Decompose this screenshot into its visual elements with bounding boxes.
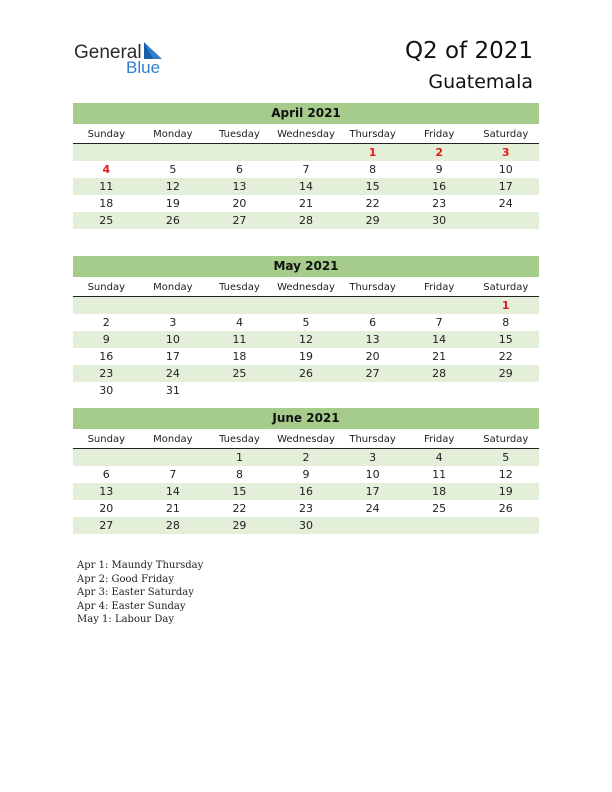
day-cell	[472, 382, 539, 399]
day-cell: 12	[299, 333, 314, 346]
day-cell: 8	[235, 468, 243, 481]
day-cell	[73, 144, 140, 161]
day-cell	[206, 144, 273, 161]
week-row	[73, 314, 539, 331]
day-cell: 30	[432, 214, 447, 227]
day-cell	[140, 144, 207, 161]
weekday-label: Thursday	[349, 434, 396, 445]
day-cell: 7	[302, 163, 310, 176]
day-cell: 12	[165, 180, 180, 193]
day-cell: 4	[435, 451, 443, 464]
day-cell: 9	[102, 333, 110, 346]
weekday-label: Thursday	[349, 129, 396, 140]
week-row	[73, 348, 539, 365]
week-row	[73, 195, 539, 212]
day-cell: 5	[302, 316, 310, 329]
holiday-note: Apr 4: Easter Sunday	[77, 600, 186, 612]
page-title: Q2 of 2021	[404, 38, 533, 64]
day-cell: 8	[502, 316, 510, 329]
day-cell: 13	[232, 180, 247, 193]
weekday-label: Saturday	[483, 282, 529, 293]
day-cell: 9	[435, 163, 443, 176]
day-cell: 25	[232, 367, 247, 380]
day-cell: 22	[365, 197, 380, 210]
day-cell	[472, 212, 539, 229]
day-cell	[140, 449, 207, 466]
day-cell: 23	[299, 502, 314, 515]
day-cell	[206, 382, 273, 399]
holiday-note: Apr 2: Good Friday	[77, 573, 175, 585]
day-cell	[73, 449, 140, 466]
day-cell: 6	[369, 316, 377, 329]
holiday-day-cell: 1	[501, 299, 510, 312]
day-cell: 29	[365, 214, 380, 227]
month-calendar	[73, 103, 539, 229]
day-cell: 13	[365, 333, 380, 346]
day-cell: 18	[99, 197, 114, 210]
holiday-note: Apr 3: Easter Saturday	[77, 587, 194, 599]
day-cell: 3	[369, 451, 377, 464]
day-cell: 14	[432, 333, 447, 346]
day-cell	[406, 297, 473, 314]
week-row	[73, 449, 539, 466]
day-cell: 16	[299, 485, 314, 498]
day-cell: 6	[102, 468, 110, 481]
day-cell: 19	[165, 197, 180, 210]
day-cell: 24	[365, 502, 380, 515]
day-cell	[273, 297, 340, 314]
day-cell	[273, 144, 340, 161]
week-row	[73, 297, 539, 314]
day-cell: 16	[432, 180, 447, 193]
day-cell: 6	[235, 163, 243, 176]
week-row	[73, 144, 539, 161]
day-cell: 15	[232, 485, 247, 498]
weekday-label: Wednesday	[277, 434, 335, 445]
day-cell: 25	[432, 502, 447, 515]
day-cell: 26	[165, 214, 180, 227]
day-cell: 9	[302, 468, 310, 481]
weekday-label: Friday	[424, 129, 455, 140]
holiday-day-cell: 2	[435, 146, 443, 159]
day-cell: 17	[365, 485, 380, 498]
day-cell	[339, 382, 406, 399]
day-cell: 11	[432, 468, 447, 481]
holiday-day-cell: 3	[501, 146, 510, 159]
weekday-label: Thursday	[349, 282, 396, 293]
day-cell	[73, 297, 140, 314]
holiday-note: Apr 1: Maundy Thursday	[77, 560, 204, 571]
day-cell: 7	[435, 316, 443, 329]
weekday-label: Sunday	[87, 434, 125, 445]
week-row	[73, 212, 539, 229]
day-cell: 25	[99, 214, 114, 227]
week-row	[73, 466, 539, 483]
weekday-label: Tuesday	[219, 282, 260, 293]
day-cell: 15	[498, 333, 513, 346]
day-cell: 8	[369, 163, 377, 176]
day-cell: 20	[99, 502, 114, 515]
holiday-notes	[77, 559, 203, 627]
day-cell: 27	[99, 519, 114, 532]
day-cell: 16	[99, 350, 114, 363]
day-cell: 22	[498, 350, 513, 363]
day-cell	[273, 382, 340, 399]
day-cell: 2	[102, 316, 110, 329]
weekday-label: Saturday	[483, 129, 529, 140]
weekday-header-row	[73, 124, 539, 144]
day-cell: 23	[432, 197, 447, 210]
day-cell: 21	[165, 502, 180, 515]
day-cell	[339, 297, 406, 314]
day-cell: 10	[165, 333, 180, 346]
weekday-label: Monday	[153, 282, 193, 293]
week-row	[73, 382, 539, 399]
day-cell: 21	[432, 350, 447, 363]
day-cell: 27	[365, 367, 380, 380]
day-cell: 30	[299, 519, 314, 532]
day-cell: 10	[365, 468, 380, 481]
day-cell: 13	[99, 485, 114, 498]
week-row	[73, 517, 539, 534]
weekday-label: Wednesday	[277, 129, 335, 140]
day-cell	[472, 517, 539, 534]
country-name: Guatemala	[428, 71, 533, 93]
day-cell: 28	[432, 367, 447, 380]
day-cell: 26	[498, 502, 513, 515]
week-row	[73, 178, 539, 195]
day-cell: 17	[498, 180, 513, 193]
day-cell: 5	[502, 451, 510, 464]
day-cell: 17	[165, 350, 180, 363]
day-cell: 28	[165, 519, 180, 532]
day-cell: 22	[232, 502, 247, 515]
month-title: April 2021	[73, 103, 539, 124]
weekday-label: Wednesday	[277, 282, 335, 293]
day-cell: 12	[498, 468, 513, 481]
month-calendar	[73, 256, 539, 399]
day-cell: 11	[99, 180, 114, 193]
day-cell: 5	[169, 163, 177, 176]
day-cell: 1	[235, 451, 243, 464]
day-cell: 28	[299, 214, 314, 227]
week-row	[73, 331, 539, 348]
day-cell: 21	[299, 197, 314, 210]
holiday-day-cell: 1	[368, 146, 377, 159]
day-cell: 11	[232, 333, 247, 346]
day-cell: 7	[169, 468, 177, 481]
weekday-header-row	[73, 429, 539, 449]
day-cell: 10	[498, 163, 513, 176]
weekday-label: Monday	[153, 129, 193, 140]
day-cell: 18	[232, 350, 247, 363]
day-cell: 29	[498, 367, 513, 380]
month-title: June 2021	[73, 408, 539, 429]
week-row	[73, 483, 539, 500]
day-cell	[406, 382, 473, 399]
day-cell	[406, 517, 473, 534]
day-cell: 18	[432, 485, 447, 498]
day-cell: 30	[99, 384, 114, 397]
day-cell: 19	[498, 485, 513, 498]
day-cell: 15	[365, 180, 380, 193]
day-cell	[339, 517, 406, 534]
weekday-label: Friday	[424, 434, 455, 445]
day-cell	[206, 297, 273, 314]
weekday-label: Monday	[153, 434, 193, 445]
month-title: May 2021	[73, 256, 539, 277]
weekday-header-row	[73, 277, 539, 297]
day-cell: 14	[165, 485, 180, 498]
weekday-label: Friday	[424, 282, 455, 293]
logo-general-text: General	[74, 42, 142, 63]
weekday-label: Tuesday	[219, 129, 260, 140]
day-cell: 14	[299, 180, 314, 193]
day-cell: 24	[498, 197, 513, 210]
month-calendar	[73, 408, 539, 534]
day-cell: 19	[299, 350, 314, 363]
day-cell: 27	[232, 214, 247, 227]
weekday-label: Sunday	[87, 282, 125, 293]
weekday-label: Tuesday	[219, 434, 260, 445]
day-cell: 26	[299, 367, 314, 380]
week-row	[73, 161, 539, 178]
day-cell: 2	[302, 451, 310, 464]
day-cell: 20	[232, 197, 247, 210]
day-cell	[140, 297, 207, 314]
holiday-day-cell: 4	[102, 163, 111, 176]
day-cell: 24	[165, 367, 180, 380]
day-cell: 29	[232, 519, 247, 532]
holiday-note: May 1: Labour Day	[77, 614, 174, 626]
day-cell: 23	[99, 367, 114, 380]
day-cell: 31	[165, 384, 180, 397]
week-row	[73, 500, 539, 517]
week-row	[73, 365, 539, 382]
day-cell: 20	[365, 350, 380, 363]
weekday-label: Saturday	[483, 434, 529, 445]
day-cell: 4	[235, 316, 243, 329]
weekday-label: Sunday	[87, 129, 125, 140]
day-cell: 3	[169, 316, 177, 329]
logo-blue-text: Blue	[126, 58, 161, 77]
